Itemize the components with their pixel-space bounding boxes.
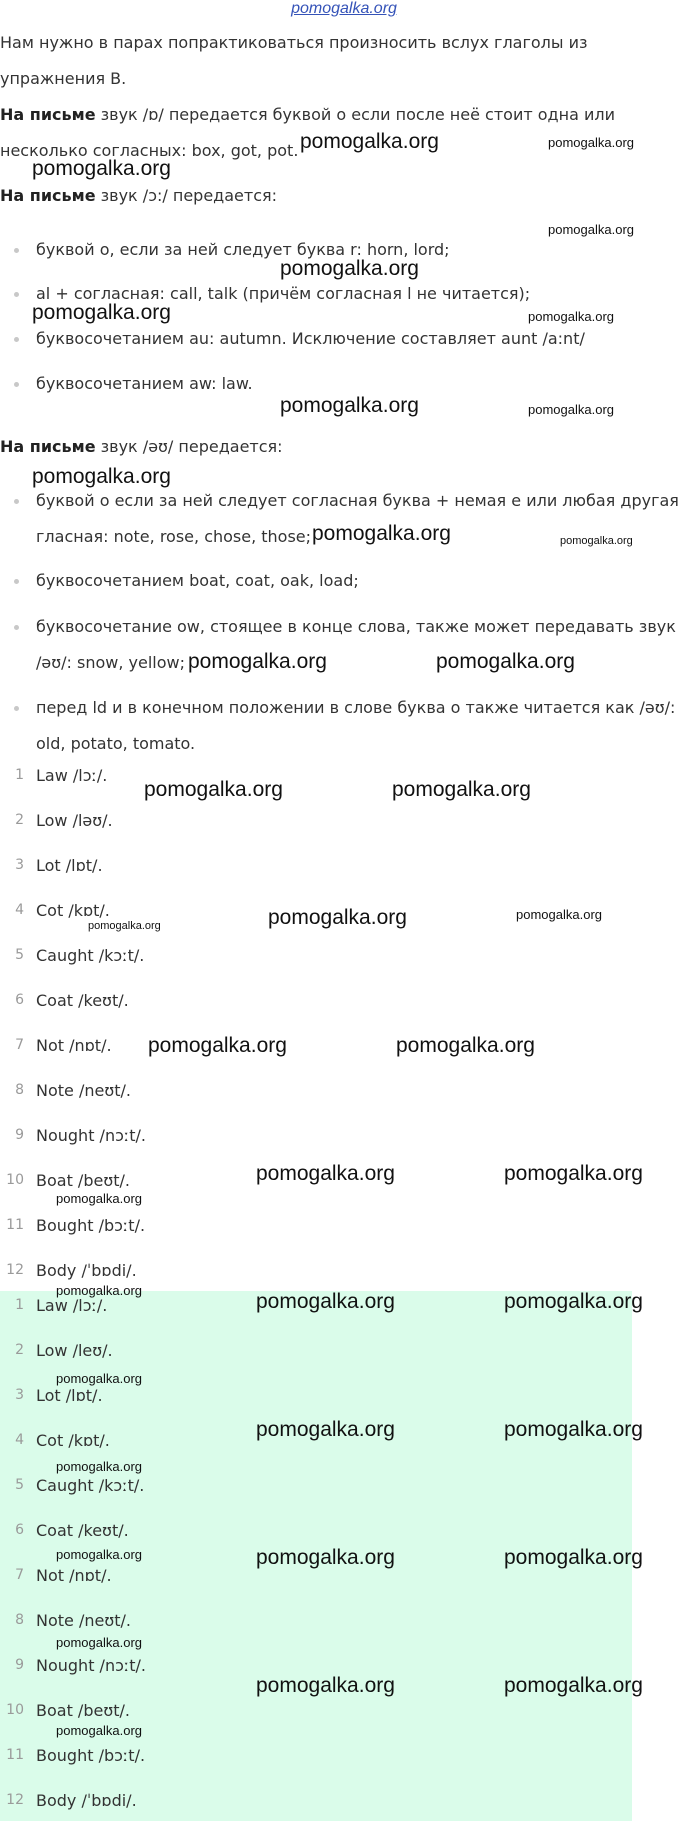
watermark: pomogalka.org <box>56 1547 142 1562</box>
item-number: 4 <box>15 902 24 918</box>
watermark: pomogalka.org <box>88 920 161 932</box>
item-text: Boat /beʊt/. <box>36 1701 130 1720</box>
watermark: pomogalka.org <box>280 394 419 417</box>
item-number: 3 <box>15 1387 24 1403</box>
item-number: 12 <box>6 1262 24 1278</box>
watermark: pomogalka.org <box>56 1459 142 1474</box>
item-text: Caught /kɔːt/. <box>36 946 145 965</box>
watermark: pomogalka.org <box>548 135 634 150</box>
rule-short-o-line1: звук /ɒ/ передается буквой о если после неё стоит одна или <box>95 105 615 124</box>
item-number: 2 <box>15 1342 24 1358</box>
item-number: 11 <box>6 1747 24 1763</box>
bullet-dot <box>14 248 19 253</box>
item-text: Coat /keʊt/. <box>36 1521 129 1540</box>
intro-text <box>0 25 670 97</box>
numbered-item <box>0 1072 680 1116</box>
numbered-item <box>0 1332 680 1376</box>
watermark: pomogalka.org <box>56 1635 142 1650</box>
item-text: Lot /lɒt/. <box>36 856 103 875</box>
watermark: pomogalka.org <box>148 1034 287 1057</box>
item-text: Cot /kɒt/. <box>36 901 110 920</box>
intro-line-1: Нам нужно в парах попрактиковаться произносить вслух глаголы из <box>0 33 588 52</box>
rule-bold-label: На письме <box>0 105 96 124</box>
list-item-text: буквосочетанием au: autumn. Исключение составляет aunt /a:nt/ <box>36 329 585 348</box>
watermark: pomogalka.org <box>396 1034 535 1057</box>
list-item-text: буквосочетанием aw: law. <box>36 374 253 393</box>
item-text: Nought /nɔːt/. <box>36 1656 147 1675</box>
watermark: pomogalka.org <box>312 522 451 545</box>
item-number: 7 <box>15 1567 24 1583</box>
numbered-item <box>0 1207 680 1251</box>
item-number: 7 <box>15 1037 24 1053</box>
watermark: pomogalka.org <box>516 907 602 922</box>
item-number: 1 <box>15 1297 24 1313</box>
watermark: pomogalka.org <box>56 1191 142 1206</box>
numbered-item <box>0 757 680 801</box>
watermark: pomogalka.org <box>256 1674 395 1697</box>
intro-line-2: упражнения B. <box>0 69 127 88</box>
bullet-dot <box>14 625 19 630</box>
item-text: Caught /kɔːt/. <box>36 1476 145 1495</box>
watermark: pomogalka.org <box>256 1290 395 1313</box>
bullet-dot <box>14 579 19 584</box>
watermark: pomogalka.org <box>268 906 407 929</box>
item-number: 9 <box>15 1657 24 1673</box>
rule-short-o-line2: несколько согласных: box, got, pot. <box>0 141 299 160</box>
watermark: pomogalka.org <box>504 1546 643 1569</box>
item-number: 10 <box>6 1702 24 1718</box>
watermark: pomogalka.org <box>56 1371 142 1386</box>
numbered-item <box>0 1117 680 1161</box>
watermark: pomogalka.org <box>32 301 171 324</box>
item-number: 3 <box>15 857 24 873</box>
item-number: 5 <box>15 1477 24 1493</box>
item-number: 5 <box>15 947 24 963</box>
list-item-text: буквой о если за ней следует согласная буква + немая e или любая другая <box>36 491 679 510</box>
item-number: 8 <box>15 1612 24 1628</box>
watermark: pomogalka.org <box>256 1162 395 1185</box>
item-text: Not /nɒt/. <box>36 1566 112 1585</box>
watermark: pomogalka.org <box>56 1283 142 1298</box>
item-number: 4 <box>15 1432 24 1448</box>
watermark: pomogalka.org <box>504 1290 643 1313</box>
watermark: pomogalka.org <box>548 222 634 237</box>
list-item-text: перед ld и в конечном положении в слове буква о также читается как /əʊ/: <box>36 698 676 717</box>
numbered-item <box>0 1027 680 1071</box>
item-text: Law /lɔː/. <box>36 766 108 785</box>
numbered-item <box>0 937 680 981</box>
watermark: pomogalka.org <box>32 157 171 180</box>
watermark: pomogalka.org <box>144 778 283 801</box>
item-text: Not /nɒt/. <box>36 1036 112 1055</box>
list-item-text: буквосочетание ow, стоящее в конце слова, также может передавать звук <box>36 617 676 636</box>
item-text: Law /lɔː/. <box>36 1296 108 1315</box>
rule-long-o-text: звук /ɔ:/ передается: <box>95 186 277 205</box>
list-item-text: буквосочетанием boat, coat, oak, load; <box>36 571 359 590</box>
numbered-item <box>0 982 680 1026</box>
item-text: Note /neʊt/. <box>36 1611 131 1630</box>
watermark: pomogalka.org <box>280 257 419 280</box>
watermark: pomogalka.org <box>256 1418 395 1441</box>
list-item-text: буквой о, если за ней следует буква r: horn, lord; <box>36 240 450 259</box>
rule-ou <box>0 429 670 465</box>
watermark: pomogalka.org <box>528 309 614 324</box>
item-text: Body /ˈbɒdi/. <box>36 1261 137 1280</box>
numbered-item <box>0 802 680 846</box>
site-logo[interactable]: pomogalka.org <box>291 0 397 17</box>
watermark: pomogalka.org <box>56 1723 142 1738</box>
rule-long-o <box>0 178 670 214</box>
list-item-text: al + согласная: call, talk (причём согласная l не читается); <box>36 284 531 303</box>
item-number: 10 <box>6 1172 24 1188</box>
numbered-item <box>0 847 680 891</box>
item-number: 9 <box>15 1127 24 1143</box>
item-text: Cot /kɒt/. <box>36 1431 110 1450</box>
bullet-dot <box>14 382 19 387</box>
watermark: pomogalka.org <box>560 535 633 547</box>
watermark: pomogalka.org <box>32 465 171 488</box>
numbered-item <box>0 1737 680 1781</box>
watermark: pomogalka.org <box>436 650 575 673</box>
watermark: pomogalka.org <box>504 1674 643 1697</box>
item-text: Coat /keʊt/. <box>36 991 129 1010</box>
list-item-text: /əʊ/: snow, yellow; <box>36 653 185 672</box>
list-item-text: old, potato, tomato. <box>36 734 196 753</box>
rule-bold-label: На письме <box>0 437 96 456</box>
numbered-item <box>0 1782 680 1826</box>
item-text: Note /neʊt/. <box>36 1081 131 1100</box>
item-number: 2 <box>15 812 24 828</box>
item-text: Low /leʊ/. <box>36 1341 113 1360</box>
list-item-text: гласная: note, rose, chose, those; <box>36 527 312 546</box>
item-text: Lot /lɒt/. <box>36 1386 103 1405</box>
item-number: 1 <box>15 767 24 783</box>
item-number: 11 <box>6 1217 24 1233</box>
rule-bold-label: На письме <box>0 186 96 205</box>
bullet-dot <box>14 706 19 711</box>
item-text: Low /ləʊ/. <box>36 811 113 830</box>
watermark: pomogalka.org <box>188 650 327 673</box>
bullet-dot <box>14 337 19 342</box>
watermark: pomogalka.org <box>392 778 531 801</box>
watermark: pomogalka.org <box>504 1418 643 1441</box>
item-number: 6 <box>15 992 24 1008</box>
watermark: pomogalka.org <box>256 1546 395 1569</box>
item-number: 8 <box>15 1082 24 1098</box>
rule-ou-text: звук /əʊ/ передается: <box>95 437 283 456</box>
item-number: 6 <box>15 1522 24 1538</box>
watermark: pomogalka.org <box>504 1162 643 1185</box>
item-text: Body /ˈbɒdi/. <box>36 1791 137 1810</box>
item-text: Nought /nɔːt/. <box>36 1126 147 1145</box>
bullet-dot <box>14 499 19 504</box>
watermark: pomogalka.org <box>300 130 439 153</box>
item-text: Boat /beʊt/. <box>36 1171 130 1190</box>
item-text: Bought /bɔːt/. <box>36 1746 146 1765</box>
bullet-dot <box>14 292 19 297</box>
item-text: Bought /bɔːt/. <box>36 1216 146 1235</box>
watermark: pomogalka.org <box>528 402 614 417</box>
item-number: 12 <box>6 1792 24 1808</box>
